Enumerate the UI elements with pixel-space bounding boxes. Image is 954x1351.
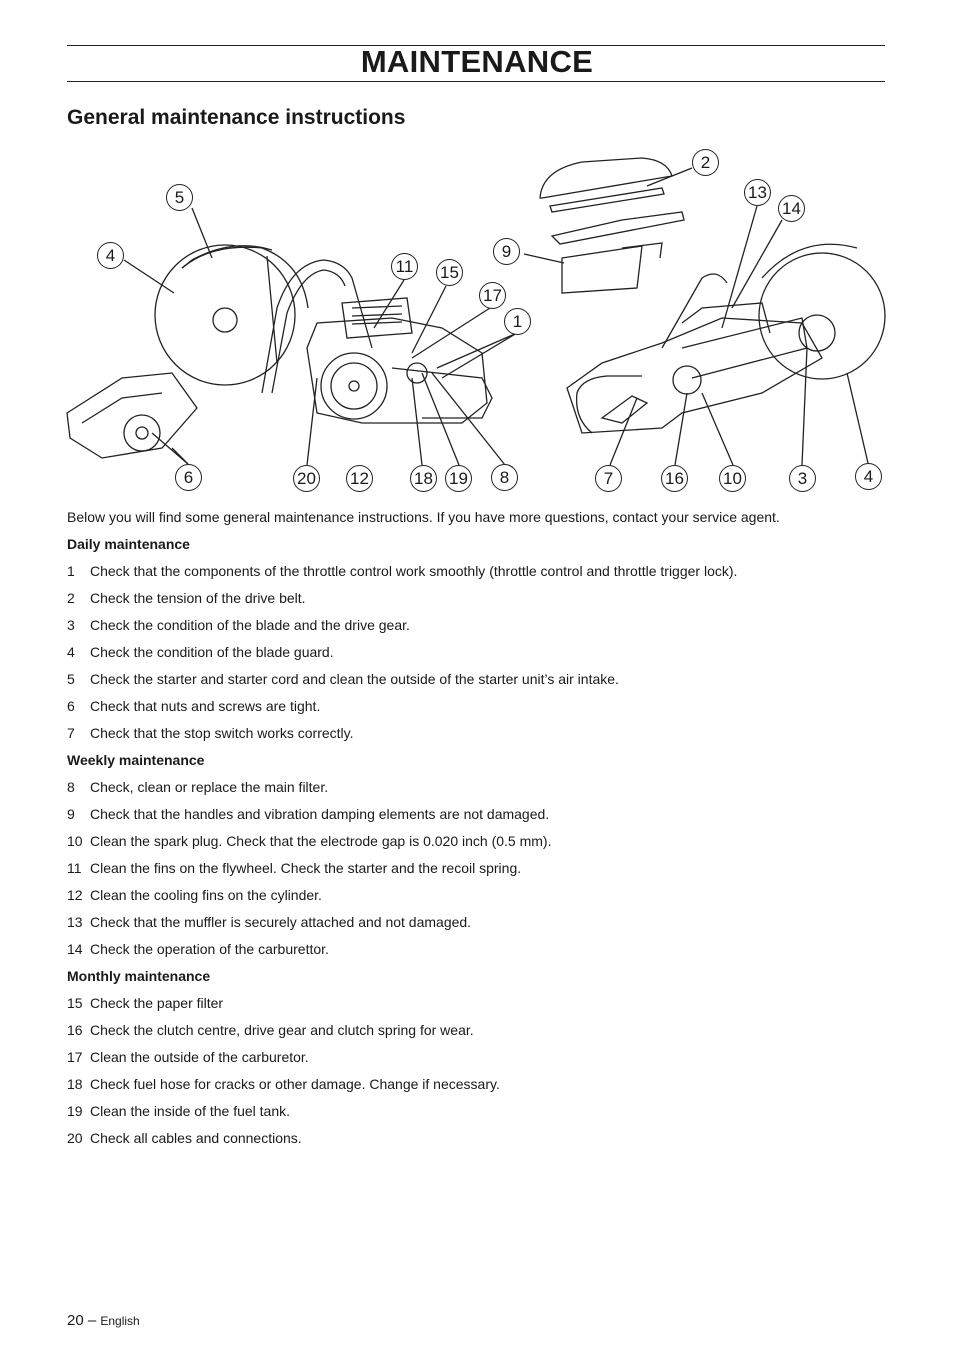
callout-16: 16 bbox=[661, 465, 688, 492]
list-item: 12 Clean the cooling fins on the cylinder. bbox=[67, 887, 322, 903]
callout-15: 15 bbox=[436, 259, 463, 286]
page-footer bbox=[67, 1312, 140, 1329]
callout-17: 17 bbox=[479, 282, 506, 309]
callout-5: 5 bbox=[166, 184, 193, 211]
list-item: 13 Check that the muffler is securely attached and not damaged. bbox=[67, 914, 472, 930]
list-item: 20 Check all cables and connections. bbox=[67, 1130, 302, 1146]
callout-12: 12 bbox=[346, 465, 373, 492]
header-rule-bottom bbox=[67, 81, 885, 82]
callout-11: 11 bbox=[391, 253, 418, 280]
page-number: 20 bbox=[67, 1312, 84, 1329]
list-item: 11 Clean the fins on the flywheel. Check the starter and the recoil spring. bbox=[67, 860, 522, 876]
maintenance-diagram bbox=[62, 148, 892, 500]
list-item: 6 Check that nuts and screws are tight. bbox=[67, 698, 321, 714]
list-item: 16 Check the clutch centre, drive gear and clutch spring for wear. bbox=[67, 1022, 474, 1038]
list-item: 7 Check that the stop switch works correctly. bbox=[67, 725, 354, 741]
callout-18: 18 bbox=[410, 465, 437, 492]
footer-separator: – bbox=[87, 1312, 97, 1329]
list-item: 1 Check that the components of the throttle control work smoothly (throttle control and throttle trigger lock). bbox=[67, 563, 738, 579]
callout-14: 14 bbox=[778, 195, 805, 222]
list-item: 8 Check, clean or replace the main filter. bbox=[67, 779, 329, 795]
daily-heading: Daily maintenance bbox=[67, 536, 190, 552]
callout-19: 19 bbox=[445, 465, 472, 492]
monthly-heading: Monthly maintenance bbox=[67, 968, 211, 984]
list-item: 19 Clean the inside of the fuel tank. bbox=[67, 1103, 291, 1119]
callout-20: 20 bbox=[293, 465, 320, 492]
callout-7: 7 bbox=[595, 465, 622, 492]
weekly-heading: Weekly maintenance bbox=[67, 752, 205, 768]
maintenance-lists bbox=[67, 536, 887, 1157]
list-item: 5 Check the starter and starter cord and clean the outside of the starter unit’s air intake. bbox=[67, 671, 619, 687]
list-item: 15 Check the paper filter bbox=[67, 995, 224, 1011]
callout-6: 6 bbox=[175, 464, 202, 491]
list-item: 4 Check the condition of the blade guard. bbox=[67, 644, 334, 660]
callout-3: 3 bbox=[789, 465, 816, 492]
list-item: 18 Check fuel hose for cracks or other damage. Change if necessary. bbox=[67, 1076, 500, 1092]
footer-language: English bbox=[100, 1314, 140, 1328]
callout-9: 9 bbox=[493, 238, 520, 265]
callout-2: 2 bbox=[692, 149, 719, 176]
callout-1: 1 bbox=[504, 308, 531, 335]
callout-10: 10 bbox=[719, 465, 746, 492]
list-item: 17 Clean the outside of the carburetor. bbox=[67, 1049, 309, 1065]
list-item: 14 Check the operation of the carburettor. bbox=[67, 941, 329, 957]
callout-8: 8 bbox=[491, 464, 518, 491]
callout-4-right: 4 bbox=[855, 463, 882, 490]
intro-text: Below you will find some general maintenance instructions. If you have more questions, contact your service agent. bbox=[67, 509, 780, 525]
page-title: MAINTENANCE bbox=[360, 44, 594, 79]
list-item: 2 Check the tension of the drive belt. bbox=[67, 590, 306, 606]
callout-13: 13 bbox=[744, 179, 771, 206]
list-item: 3 Check the condition of the blade and the drive gear. bbox=[67, 617, 410, 633]
list-item: 10 Clean the spark plug. Check that the electrode gap is 0.020 inch (0.5 mm). bbox=[67, 833, 552, 849]
list-item: 9 Check that the handles and vibration damping elements are not damaged. bbox=[67, 806, 550, 822]
callout-4: 4 bbox=[97, 242, 124, 269]
section-title: General maintenance instructions bbox=[67, 106, 406, 129]
